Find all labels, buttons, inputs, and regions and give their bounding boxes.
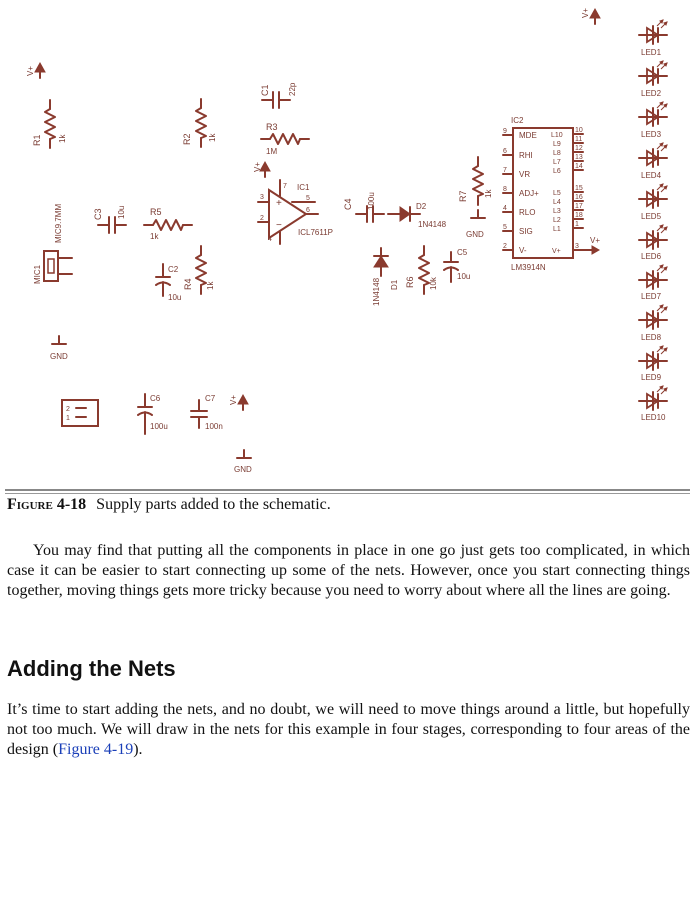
- ground-symbol: [471, 210, 485, 218]
- vplus-label: V+: [229, 394, 238, 405]
- svg-text:+: +: [276, 198, 282, 209]
- gnd-label: GND: [234, 465, 252, 474]
- c3-value: 10u: [117, 205, 126, 219]
- ic2-pin-vplus: V+: [552, 248, 561, 255]
- ic2-pin-l8: L8: [553, 150, 561, 157]
- figure-caption: [7, 496, 331, 514]
- r5-value: 1k: [150, 232, 159, 241]
- ic1-label: IC1: [297, 183, 310, 192]
- d2-label: D2: [416, 202, 427, 211]
- capacitor-c5: [444, 252, 458, 282]
- ic1-pin-4: 4: [268, 236, 272, 243]
- ic2-pin-14: 14: [575, 163, 583, 170]
- ic1-pin-2: 2: [260, 215, 264, 222]
- ic2-pin-vminus: V-: [519, 246, 527, 255]
- ic2-lm3914: [503, 128, 599, 258]
- c7-label: C7: [205, 394, 216, 403]
- led1-label: LED1: [641, 48, 662, 57]
- microphone-mic1: [44, 251, 72, 281]
- gnd-label: GND: [50, 352, 68, 361]
- ic2-pin-8: 8: [503, 186, 507, 193]
- ic2-pin-6: 6: [503, 148, 507, 155]
- ic1-pin-7: 7: [283, 183, 287, 190]
- c5-label: C5: [457, 248, 468, 257]
- ic2-pin-rhi: RHI: [519, 151, 533, 160]
- ic2-pin-4: 4: [503, 205, 507, 212]
- c1-label: C1: [260, 84, 270, 96]
- led9-label: LED9: [641, 373, 662, 382]
- ic2-pin-l10: L10: [551, 132, 563, 139]
- r5-label: R5: [150, 207, 162, 217]
- power-connector: [62, 400, 98, 426]
- ic2-pin-mde: MDE: [519, 131, 537, 140]
- c2-label: C2: [168, 265, 179, 274]
- mic1-value: MIC9.7MM: [54, 203, 63, 243]
- ic2-pin-17: 17: [575, 203, 583, 210]
- led6-label: LED6: [641, 252, 662, 261]
- ic2-pin-13: 13: [575, 154, 583, 161]
- r2-label: R2: [182, 133, 192, 145]
- resistor-r7: [473, 157, 483, 205]
- c6-value: 100u: [150, 422, 168, 431]
- led7-label: LED7: [641, 292, 662, 301]
- ic1-pin-3: 3: [260, 194, 264, 201]
- c6-label: C6: [150, 394, 161, 403]
- c4-label: C4: [343, 198, 353, 210]
- ic2-pin-9: 9: [503, 128, 507, 135]
- resistor-r3: [261, 134, 309, 144]
- vplus-symbol: [590, 9, 600, 24]
- ic2-pin-3: 3: [575, 243, 579, 250]
- resistor-r1: [45, 100, 55, 148]
- ic2-value: LM3914N: [511, 263, 546, 272]
- d1-label: D1: [390, 279, 399, 290]
- r1-label: R1: [32, 134, 42, 146]
- ic2-pin-l4: L4: [553, 199, 561, 206]
- ic2-pin-11: 11: [575, 136, 583, 143]
- figure-link[interactable]: Figure 4-19: [58, 741, 134, 758]
- r3-label: R3: [266, 122, 278, 132]
- ic1-value: ICL7611P: [298, 228, 333, 237]
- r7-value: 1k: [484, 189, 493, 198]
- r7-label: R7: [458, 190, 468, 202]
- c5-value: 10u: [457, 272, 471, 281]
- ic2-pin-l2: L2: [553, 217, 561, 224]
- ic1-pin-6: 6: [306, 207, 310, 214]
- ic2-pin-l7: L7: [553, 159, 561, 166]
- svg-text:−: −: [276, 220, 282, 231]
- gnd-label: GND: [466, 230, 484, 239]
- r1-value: 1k: [58, 134, 67, 143]
- ic2-pin-7: 7: [503, 167, 507, 174]
- vplus-label: V+: [590, 236, 601, 245]
- caption-rule: [5, 493, 690, 494]
- ic2-pin-l3: L3: [553, 208, 561, 215]
- ic2-pin-5: 5: [503, 224, 507, 231]
- diode-d1: [374, 248, 388, 276]
- caption-rule: [5, 489, 690, 491]
- ic2-pin-16: 16: [575, 194, 583, 201]
- vplus-label: V+: [581, 7, 590, 18]
- r6-value: 10k: [429, 277, 438, 290]
- resistor-r5: [144, 220, 192, 230]
- ic2-pin-12: 12: [575, 145, 583, 152]
- ic2-pin-10: 10: [575, 127, 583, 134]
- d2-value: 1N4148: [418, 220, 447, 229]
- vplus-label: V+: [26, 65, 35, 76]
- connector-pin-2: 2: [66, 406, 70, 413]
- ic2-label: IC2: [511, 116, 524, 125]
- c7-value: 100n: [205, 422, 223, 431]
- r2-value: 1k: [208, 133, 217, 142]
- c2-value: 10u: [168, 293, 182, 302]
- ic2-pin-18: 18: [575, 212, 583, 219]
- mic1-label: MIC1: [33, 264, 42, 284]
- ic2-pin-l1: L1: [553, 226, 561, 233]
- vplus-symbol: [238, 395, 248, 410]
- ic2-pin-2: 2: [503, 243, 507, 250]
- ic2-pin-15: 15: [575, 185, 583, 192]
- ic2-pin-sig: SIG: [519, 227, 533, 236]
- r4-value: 1k: [206, 281, 215, 290]
- body-paragraph: [7, 700, 690, 760]
- body-paragraph: You may find that putting all the components in place in one go just gets too complicated, in which case it can be easier to start connecting up some of the nets. However, once you start connecting things together, moving things gets more tricky because you need to worry about where all the lines are going.: [7, 542, 690, 599]
- vplus-symbol: [35, 63, 45, 78]
- figure-label: Figure 4-18: [7, 496, 87, 513]
- c1-value: 22p: [288, 82, 297, 96]
- connector-pin-1: 1: [66, 415, 70, 422]
- ic2-pin-1: 1: [575, 221, 579, 228]
- led8-label: LED8: [641, 333, 662, 342]
- ic2-pin-l9: L9: [553, 141, 561, 148]
- r6-label: R6: [405, 276, 415, 288]
- ground-symbol: [237, 450, 251, 458]
- resistor-r2: [196, 99, 206, 147]
- c3-label: C3: [93, 208, 103, 220]
- ic1-pin-5: 5: [306, 195, 310, 202]
- caption-text: Supply parts added to the schematic.: [96, 496, 331, 513]
- paragraph-text: It’s time to start adding the nets, and no doubt, we will need to move things around a little, but hopefully not too much. We will draw in the nets for this example in four stages, corresponding to four areas of the design (: [7, 701, 690, 758]
- ic2-pin-vr: VR: [519, 170, 531, 179]
- led2-label: LED2: [641, 89, 662, 98]
- resistor-r6: [419, 246, 429, 294]
- ic2-pin-rlo: RLO: [519, 208, 536, 217]
- r3-value: 1M: [266, 147, 278, 156]
- led3-label: LED3: [641, 130, 662, 139]
- ground-symbol: [52, 336, 66, 344]
- c4-value: 100u: [367, 192, 376, 210]
- ic2-pin-l6: L6: [553, 168, 561, 175]
- paragraph-end: ).: [133, 741, 143, 758]
- vplus-label: V+: [253, 161, 262, 172]
- ic2-pin-l5: L5: [553, 190, 561, 197]
- section-heading: Adding the Nets: [7, 656, 176, 681]
- ic2-pin-adj: ADJ+: [519, 189, 539, 198]
- led5-label: LED5: [641, 212, 662, 221]
- led4-label: LED4: [641, 171, 662, 180]
- led10-label: LED10: [641, 413, 666, 422]
- resistor-r4: [196, 246, 206, 294]
- d1-value: 1N4148: [372, 277, 381, 306]
- r4-label: R4: [183, 278, 193, 290]
